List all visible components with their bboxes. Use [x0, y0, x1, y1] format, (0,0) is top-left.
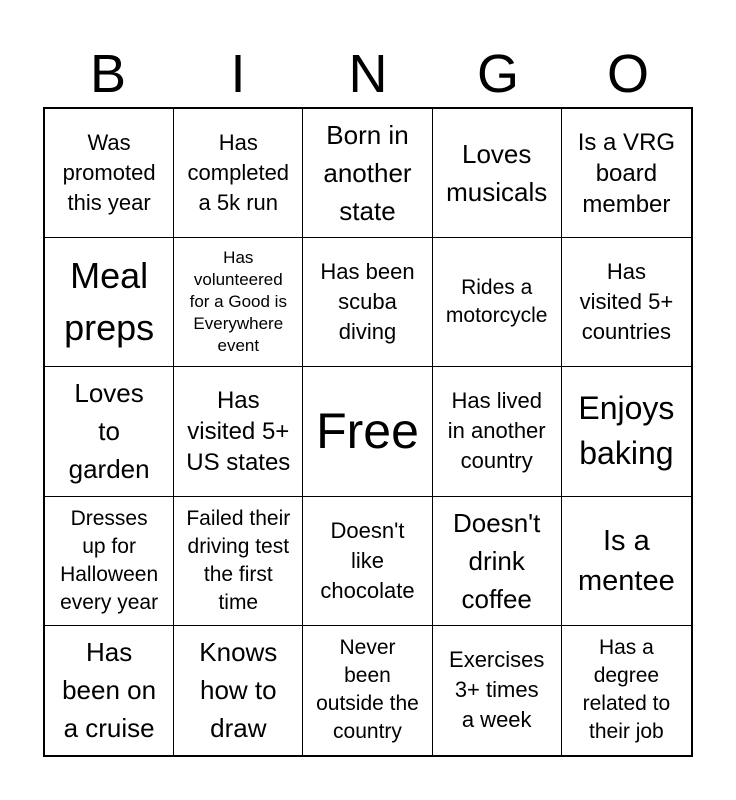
bingo-cell[interactable] — [45, 109, 174, 238]
cell-label: Rides a motorcycle — [445, 276, 548, 328]
bingo-header — [43, 40, 693, 108]
free-space-label: Free — [316, 403, 419, 460]
free-space-cell[interactable] — [303, 367, 432, 496]
bingo-cell[interactable] — [174, 238, 303, 367]
bingo-cell[interactable] — [303, 497, 432, 626]
bingo-cell[interactable] — [562, 367, 691, 496]
cell-label: Doesn't drink coffee — [453, 507, 541, 614]
header-letter-n: N — [348, 44, 388, 104]
header-letter-i: I — [230, 44, 246, 104]
bingo-cell[interactable] — [433, 367, 562, 496]
cell-label: Meal preps — [64, 255, 155, 349]
header-letter-g: G — [476, 44, 519, 104]
bingo-cell[interactable] — [562, 626, 691, 755]
bingo-cell[interactable] — [562, 109, 691, 238]
bingo-cell[interactable] — [174, 497, 303, 626]
cell-label: Never been outside the country — [316, 636, 419, 744]
bingo-cell[interactable] — [562, 238, 691, 367]
cell-label: Has lived in another country — [447, 388, 546, 474]
cell-label: Knows how to draw — [199, 637, 278, 744]
cell-label: Loves musicals — [446, 139, 548, 208]
bingo-cell[interactable] — [433, 109, 562, 238]
cell-label: Failed their driving test the first time — [186, 506, 291, 614]
cell-label: Was promoted this year — [62, 130, 156, 216]
header-letter-b: B — [89, 44, 127, 104]
cell-label: Is a mentee — [578, 524, 675, 597]
cell-label: Has been scuba diving — [320, 259, 415, 345]
bingo-cell[interactable] — [174, 626, 303, 755]
bingo-cell[interactable] — [303, 238, 432, 367]
bingo-cell[interactable] — [174, 367, 303, 496]
cell-label: Has visited 5+ countries — [579, 259, 674, 345]
cell-label: Has visited 5+ US states — [186, 386, 291, 476]
bingo-cell[interactable] — [303, 109, 432, 238]
cell-label: Loves to garden — [68, 378, 150, 485]
cell-label: Has completed a 5k run — [187, 130, 290, 216]
bingo-cell[interactable] — [45, 626, 174, 755]
bingo-cell[interactable] — [562, 497, 691, 626]
cell-label: Born in another state — [323, 120, 412, 227]
bingo-cell[interactable] — [45, 367, 174, 496]
bingo-cell[interactable] — [433, 626, 562, 755]
cell-label: Enjoys baking — [578, 390, 675, 472]
bingo-cell[interactable] — [303, 626, 432, 755]
bingo-cell[interactable] — [174, 109, 303, 238]
bingo-cell[interactable] — [433, 238, 562, 367]
cell-label: Is a VRG board member — [577, 128, 676, 218]
cell-label: Has been on a cruise — [62, 637, 157, 744]
bingo-cell[interactable] — [433, 497, 562, 626]
cell-label: Exercises 3+ times a week — [449, 647, 545, 733]
cell-label: Doesn't like chocolate — [320, 517, 415, 603]
bingo-board — [43, 107, 693, 757]
bingo-cell[interactable] — [45, 497, 174, 626]
header-letter-o: O — [606, 44, 649, 104]
bingo-cell[interactable] — [45, 238, 174, 367]
cell-label: Dresses up for Halloween every year — [60, 506, 159, 614]
cell-label: Has volunteered for a Good is Everywhere event — [189, 248, 287, 356]
cell-label: Has a degree related to their job — [582, 636, 671, 744]
